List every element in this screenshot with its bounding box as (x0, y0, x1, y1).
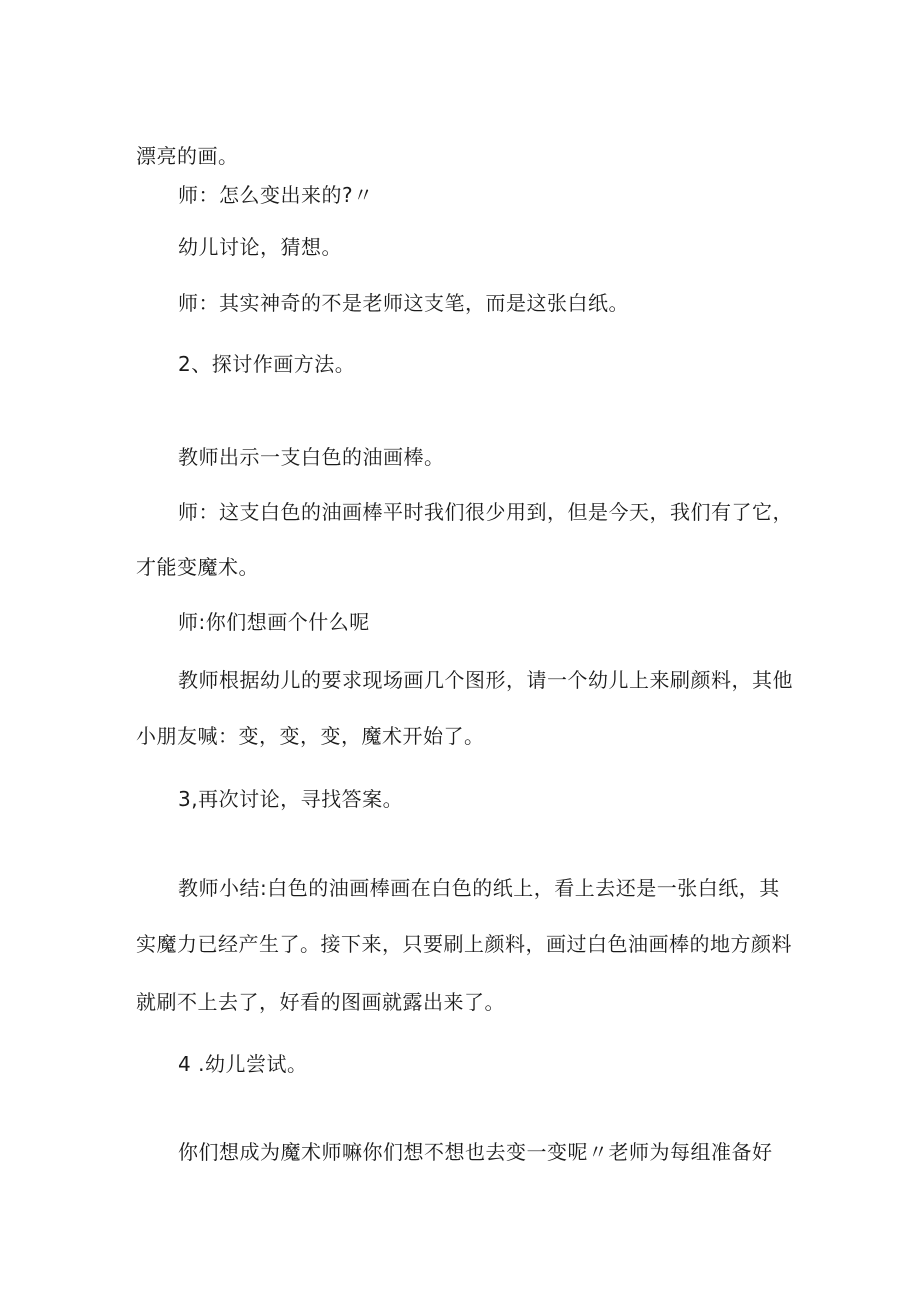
text-line-14: 实魔力已经产生了。接下来，只要刷上颜料，画过白色油画棒的地方颜料 (136, 932, 792, 956)
text-line-17: 你们想成为魔术师嘛你们想不想也去变一变呢〃老师为每组准备好 (178, 1140, 773, 1164)
text-line-11: 小朋友喊：变，变，变，魔术开始了。 (136, 724, 485, 748)
text-line-4: 师：其实神奇的不是老师这支笔，而是这张白纸。 (178, 291, 629, 315)
text-line-10: 教师根据幼儿的要求现场画几个图形，请一个幼儿上来刷颜料，其他 (178, 668, 793, 692)
heading-3: 3,再次讨论，寻找答案。 (178, 787, 404, 811)
text-line-8: 才能变魔术。 (136, 555, 259, 579)
heading-2: 2、探讨作画方法。 (178, 352, 356, 376)
text-line-3: 幼儿讨论，猜想。 (178, 235, 342, 259)
text-line-2: 师：怎么变出来的?〃 (178, 183, 374, 207)
text-line-15: 就刷不上去了，好看的图画就露出来了。 (136, 990, 505, 1014)
text-line-1: 漂亮的画。 (136, 144, 239, 168)
text-line-7: 师：这支白色的油画棒平时我们很少用到，但是今天，我们有了它， (178, 500, 793, 524)
text-line-6: 教师出示一支白色的油画棒。 (178, 445, 445, 469)
text-line-9: 师:你们想画个什么呢 (178, 610, 370, 634)
text-line-13: 教师小结:白色的油画棒画在白色的纸上，看上去还是一张白纸，其 (178, 876, 780, 900)
heading-4: 4 .幼儿尝试。 (178, 1052, 308, 1076)
